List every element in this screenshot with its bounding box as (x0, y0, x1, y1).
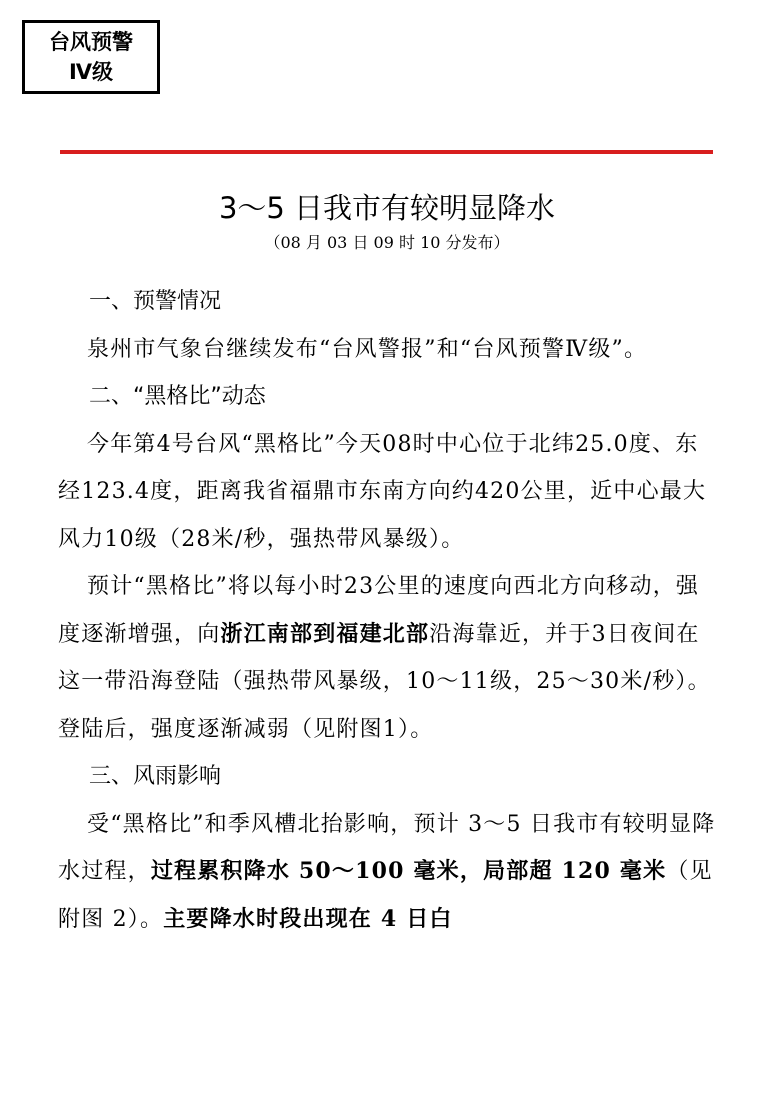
text-run: 受“黑格比”和季风槽北抬影响，预计 3～5 日我市有较明显降水过程， (58, 811, 716, 884)
section-heading-3: 三、风雨影响 (89, 764, 222, 789)
section-2-paragraph-1: 今年第4号台风“黑格比”今天08时中心位于北纬25.0度、东经123.4度，距离我省福鼎市东南方向约420公里，近中心最大风力10级（28米/秒，强热带风暴级）。 (58, 431, 707, 552)
publish-time: （08 月 03 日 09 时 10 分发布） (264, 233, 510, 252)
bold-text-run: 主要降水时段出现在 4 日白 (163, 905, 453, 932)
warning-level-badge (22, 20, 160, 94)
document-body (58, 278, 718, 943)
section-1-paragraph: 泉州市气象台继续发布“台风警报”和“台风预警Ⅳ级”。 (87, 336, 648, 362)
bold-text-run: 浙江南部到福建北部 (220, 620, 430, 647)
section-2-paragraph-2 (58, 563, 718, 753)
page-title: 3～5 日我市有较明显降水 (218, 191, 556, 225)
text-run: 沿海靠近，并于3日夜间在这一带沿海登陆（强热带风暴级，10～11级，25～30米/秒）。登陆后，强度逐渐减弱（见附图1）。 (58, 621, 711, 742)
badge-line-1: 台风预警 (49, 30, 133, 54)
header-red-rule (60, 150, 713, 154)
text-run: （见附图 2）。 (58, 859, 713, 932)
badge-line-2: Ⅳ级 (68, 60, 114, 84)
section-heading-1: 一、预警情况 (89, 289, 222, 314)
text-run: 预计“黑格比”将以每小时23公里的速度向西北方向移动，强度逐渐增强，向 (58, 574, 700, 647)
section-3-paragraph-1 (58, 801, 718, 944)
section-heading-2: 二、“黑格比”动态 (89, 384, 266, 409)
bold-text-run: 过程累积降水 50～100 毫米，局部超 120 毫米 (150, 858, 667, 884)
